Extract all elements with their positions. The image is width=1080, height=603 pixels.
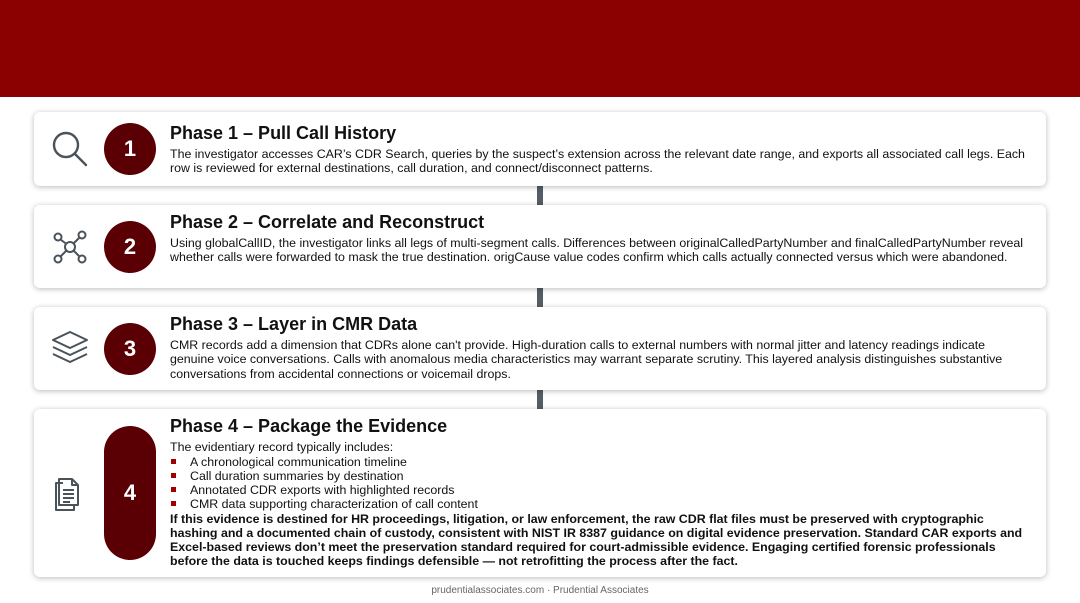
documents-icon bbox=[50, 473, 90, 513]
phase-card-3 bbox=[34, 307, 1046, 390]
phase-card-4 bbox=[34, 409, 1046, 577]
layers-icon bbox=[50, 328, 90, 368]
phase-number-badge: 2 bbox=[104, 221, 156, 273]
timeline-connector bbox=[537, 390, 543, 409]
list-item: A chronological communication timeline bbox=[170, 455, 1032, 469]
magnifier-icon bbox=[50, 129, 90, 169]
header-banner bbox=[0, 0, 1080, 97]
list-item: Annotated CDR exports with highlighted records bbox=[170, 483, 1032, 497]
phase-number-badge: 3 bbox=[104, 323, 156, 375]
phase-description: Using globalCallID, the investigator links all legs of multi-segment calls. Differences between originalCalledPartyNumber and finalCalledPartyNumber reveal whether calls were forwarded to mask the true destination. origCause value codes confirm which calls actually connected versus which were abandoned. bbox=[170, 236, 1024, 265]
phase-description: The investigator accesses CAR’s CDR Search, queries by the suspect’s extension across the relevant date range, and exports all associated call legs. Each row is reviewed for external destinations, call duration, and connect/disconnect patterns. bbox=[170, 147, 1025, 176]
phase-intro: The evidentiary record typically includes: bbox=[170, 440, 394, 454]
phase-number-badge: 1 bbox=[104, 123, 156, 175]
phase-title: Phase 3 – Layer in CMR Data bbox=[170, 314, 418, 334]
phase-title: Phase 2 – Correlate and Reconstruct bbox=[170, 212, 485, 232]
list-item: CMR data supporting characterization of call content bbox=[170, 497, 1032, 511]
timeline-connector bbox=[537, 186, 543, 205]
phase-number-badge: 4 bbox=[104, 426, 156, 560]
phase-title: Phase 1 – Pull Call History bbox=[170, 123, 397, 143]
list-item: Call duration summaries by destination bbox=[170, 469, 1032, 483]
evidence-list bbox=[170, 455, 1032, 511]
phase-card-2 bbox=[34, 205, 1046, 288]
preservation-note: If this evidence is destined for HR proceedings, litigation, or law enforcement, the raw CDR flat files must be preserved with cryptographic hashing and a documented chain of custody, consistent with NIST IR 8387 guidance on digital evidence preservation. Standard CAR exports and Excel-based reviews don’t meet the preservation standard required for court-admissible evidence. Engaging certified forensic professionals before the data is touched keeps findings defensible — not retrofitting the process after the fact. bbox=[170, 512, 1023, 569]
phase-card-1 bbox=[34, 112, 1046, 186]
phase-title: Phase 4 – Package the Evidence bbox=[170, 416, 448, 436]
phase-description: CMR records add a dimension that CDRs alone can't provide. High-duration calls to external numbers with normal jitter and latency readings indicate genuine voice conversations. Calls with anomalous media characteristics may warrant separate scrutiny. This layered analysis distinguishes substantive conversations from accidental connections or voicemail drops. bbox=[170, 338, 1003, 381]
timeline-connector bbox=[537, 288, 543, 307]
footer-text: prudentialassociates.com · Prudential Associates bbox=[431, 585, 649, 596]
network-nodes-icon bbox=[50, 227, 90, 267]
